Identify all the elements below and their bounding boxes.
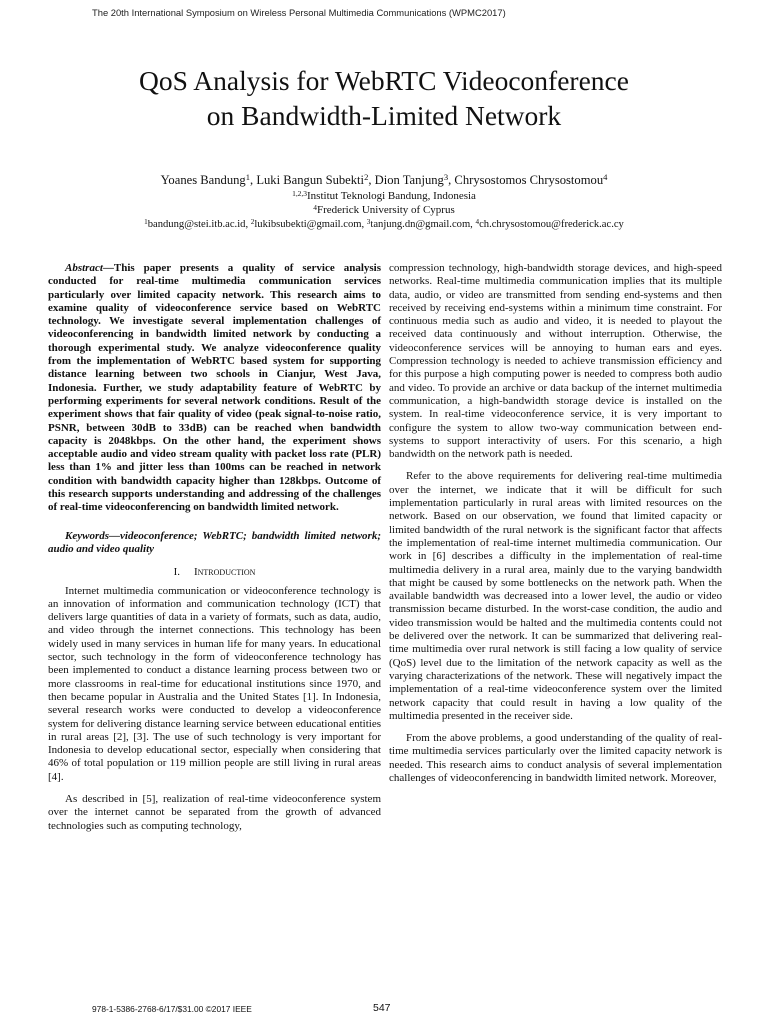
email-text: lukibsubekti@gmail.com, <box>254 219 367 230</box>
affiliation-text: Frederick University of Cyprus <box>316 204 455 216</box>
body-paragraph: From the above problems, a good understanding of the quality of real-time multimedia services particularly over the limited capacity network is needed. This research aims to conduct analysis of several implementation challenges of videoconferencing in bandwidth limited network. Moreover, <box>389 732 722 784</box>
body-paragraph: Internet multimedia communication or videoconference technology is an innovation of information and communication technology (ICT) that delivers large quantities of data in a variety of formats, such as data, audio, and video through the internet connections. This technology has been widely used in many services in human life for many years. In educational sector, such technology in the form of videoconference technology has been implemented to conduct a distance learning process between two or more classrooms in real-time for educational institutions since 1970, and then became popular in Australia and the United States [1]. In Indonesia, several research works were conducted to develop a videoconference system for delivering distance learning service between educational entities in rural areas [2], [3]. The use of such technology is very important for Indonesia to develop educational sector, especially when considering that 46% of total population or 119 million people are still living in rural areas [4]. <box>48 584 381 783</box>
email-superscript: 4 <box>475 217 480 226</box>
keywords <box>48 530 381 557</box>
paper-title <box>0 63 768 133</box>
author-list: Yoanes Bandung$^1$, Luki Bangun Subekti$^2$, Dion Tanjung$^3$, Chrysostomos Chrysostomou$^4$ <box>160 172 608 187</box>
email-superscript: 1 <box>144 217 148 226</box>
section-title: Introduction <box>193 566 256 579</box>
author-name: Yoanes Bandung <box>160 173 246 187</box>
section-heading-introduction <box>48 566 381 579</box>
keywords-label: Keywords <box>65 529 109 542</box>
footer-isbn: 978-1-5386-2768-6/17/$31.00 ©2017 IEEE <box>92 1004 252 1014</box>
section-number: I. <box>173 566 180 579</box>
affiliation-2 <box>0 204 768 217</box>
abstract-label: Abstract <box>65 262 103 274</box>
email-text: bandung@stei.itb.ac.id, <box>147 219 251 230</box>
left-column <box>48 262 381 833</box>
author-superscript: 2 <box>364 172 369 183</box>
conference-header: The 20th International Symposium on Wireless Personal Multimedia Communications (WPMC2017) <box>92 7 506 18</box>
author-name: Dion Tanjung <box>374 173 444 187</box>
right-column <box>389 262 722 785</box>
title-line-2: on Bandwidth-Limited Network <box>206 100 562 131</box>
author-emails <box>0 218 768 231</box>
abstract-text: —This paper presents a quality of service analysis conducted for real-time multimedia communication services particularly over limited capacity network. This research aims to examine quality of videoconference service based on WebRTC technology. We investigate several implementation challenges of videoconferencing in bandwidth limited network by conducting a thorough experimental study. We analyze videoconference quality from the implementation of WebRTC based system for supporting distance learning between two schools in Cianjur, West Java, Indonesia. Further, we study adaptability feature of WebRTC by performing experiments for several network conditions. Result of the experiment shows that fair quality of video (peak signal-to-noise ratio, PSNR, between 30dB to 33dB) can be reached when bandwidth capacity is 2048kbps. On the other hand, the experiment shows acceptable audio and video stream quality with packet loss rate (PLR) less than 1% and jitter less than 100ms can be reached in network condition with bandwidth capacity higher than 128kbps. Outcome of this research supports understanding and addressing of the challenges of real-time videoconferencing on bandwidth limited network. <box>48 262 381 514</box>
author-superscript: 3 <box>443 172 449 183</box>
keywords-text: —videoconference; WebRTC; bandwidth limited network; audio and video quality <box>48 529 381 555</box>
email-superscript: 3 <box>366 217 371 226</box>
affiliation-superscript: 1,2,3 <box>292 188 308 198</box>
author-superscript: 1 <box>245 172 251 183</box>
body-paragraph: Refer to the above requirements for delivering real-time multimedia over the internet, we indicate that it will be difficult for such implementation particularly in rural areas with limited resources on the network. Based on our observation, we found that limited capacity or limited bandwidth of the rural network is the significant factor that affects the implementation of real-time internet multimedia communication. Our work in [6] describes a difficulty in the implementation of real-time multimedia delivery in a rural area, mainly due to the varying bandwidth that might be caused by some bottlenecks on the network path. When the available bandwidth was decreased into a lower level, the audio or video transmission became disturbed. In the worst-case condition, the audio and video transmission would be halted and the multimedia contents could not be delivered over the network. It can be summarized that delivering real-time multimedia over rural network is still facing a low quality of service (QoS) level due to the limitation of the network capacity as well as the varying characterizations of the network. These will negatively impact the implementation of a real-time videoconference system over the limited network capacity that could result in having a low quality of the multimedia presented in the receiver side. <box>389 470 722 722</box>
page-number: 547 <box>373 1002 391 1014</box>
email-text: ch.chrysostomou@frederick.ac.cy <box>479 219 624 230</box>
affiliation-text: Institut Teknologi Bandung, Indonesia <box>307 190 476 202</box>
title-line-1: QoS Analysis for WebRTC Videoconference <box>139 65 629 96</box>
author-name: Luki Bangun Subekti <box>256 173 365 187</box>
affiliation-superscript: 4 <box>313 202 317 212</box>
author-name: Chrysostomos Chrysostomou <box>454 173 604 187</box>
affiliation-1 <box>0 190 768 203</box>
email-text: tanjung.dn@gmail.com, <box>370 219 476 230</box>
email-superscript: 2 <box>250 217 255 226</box>
body-paragraph: compression technology, high-bandwidth storage devices, and high-speed networks. Real-time multimedia communication implies that its multiple data, audio, or video are transmitted from sending end-systems and then received by receiving end-systems within a minimum time constraint. For continuous media such as audio and video, it is needed to playout the received data continuously and without interruption. Otherwise, the videoconference services will be annoying to human ears and eyes. Compression technology is needed to achieve transmission efficiency and for this purpose a high computing power is needed to compress both audio and video. To provide an archive or data backup of the internet multimedia communication, a high-bandwidth storage device is installed on the system. In real-time videoconference service, it is very important to configure the system to allow two-way communication between end-systems to support interactivity of users. For this scenario, a high bandwidth on the network path is needed. <box>389 262 722 461</box>
author-superscript: 4 <box>603 172 608 183</box>
body-paragraph: As described in [5], realization of real-time videoconference system over the internet cannot be separated from the growth of advanced technologies such as computing technology, <box>48 792 381 832</box>
abstract <box>48 262 381 515</box>
